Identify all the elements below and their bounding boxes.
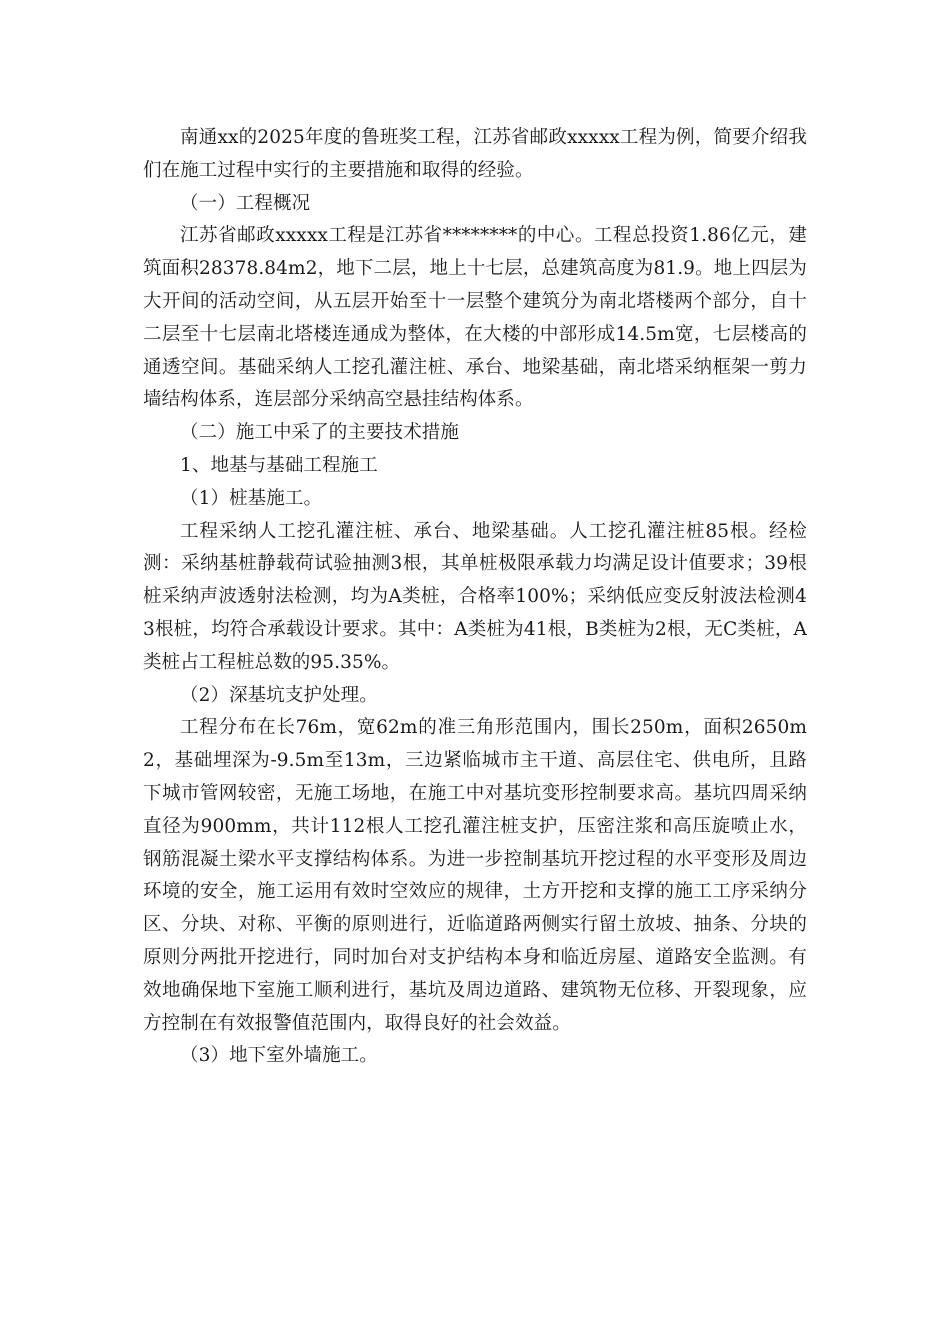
item-heading-excavation: （2）深基坑支护处理。 [180, 684, 378, 706]
pile-paragraph: 工程采纳人工挖孔灌注桩、承台、地梁基础。人工挖孔灌注桩85根。经检测：采纳基桩静载荷试验抽测3根，其单桩极限承载力均满足设计值要求；39根桩采纳声波透射法检测，均为A类桩，合格率100%；采纳低应变反射波法检测43根桩，均符合承载设计要求。其中：A类桩为41根，B类桩为2根，无C类桩，A类桩占工程桩总数的95.35%。 [143, 520, 807, 673]
section-heading-measures: （二）施工中采了的主要技术措施 [180, 422, 460, 444]
item-heading-basement-wall: （3）地下室外墙施工。 [180, 1045, 378, 1067]
intro-paragraph: 南通xx的2025年度的鲁班奖工程，江苏省邮政xxxxx工程为例，简要介绍我们在施工过程中实行的主要措施和取得的经验。 [143, 127, 807, 181]
subsection-heading-foundation: 1、地基与基础工程施工 [180, 454, 378, 476]
section-heading-overview: （一）工程概况 [180, 192, 311, 214]
overview-paragraph: 江苏省邮政xxxxx工程是江苏省********的中心。工程总投资1.86亿元，建筑面积28378.84m2，地下二层，地上十七层，总建筑高度为81.9。地上四层为大开间的活动空间，从五层开始至十一层整个建筑分为南北塔楼两个部分，自十二层至十七层南北塔楼连通成为整体，在大楼的中部形成14.5m宽，七层楼高的通透空间。基础采纳人工挖孔灌注桩、承台、地梁基础，南北塔采纳框架一剪力墙结构体系，连层部分采纳高空悬挂结构体系。 [143, 225, 807, 411]
document-body [143, 122, 807, 1073]
excavation-paragraph: 工程分布在长76m，宽62m的准三角形范围内，围长250m，面积2650m2，基础埋深为-9.5m至13m，三边紧临城市主干道、高层住宅、供电所，且路下城市管网较密，无施工场地，在施工中对基坑变形控制要求高。基坑四周采纳直径为900mm，共计112根人工挖孔灌注桩支护，压密注浆和高压旋喷止水，钢筋混凝土梁水平支撑结构体系。为进一步控制基坑开挖过程的水平变形及周边环境的安全，施工运用有效时空效应的规律，土方开挖和支撑的施工工序采纳分区、分块、对称、平衡的原则进行，近临道路两侧实行留土放坡、抽条、分块的原则分两批开挖进行，同时加台对支护结构本身和临近房屋、道路安全监测。有效地确保地下室施工顺利进行，基坑及周边道路、建筑物无位移、开裂现象，应方控制在有效报警值范围内，取得良好的社会效益。 [143, 717, 807, 1034]
item-heading-pile: （1）桩基施工。 [180, 487, 323, 509]
